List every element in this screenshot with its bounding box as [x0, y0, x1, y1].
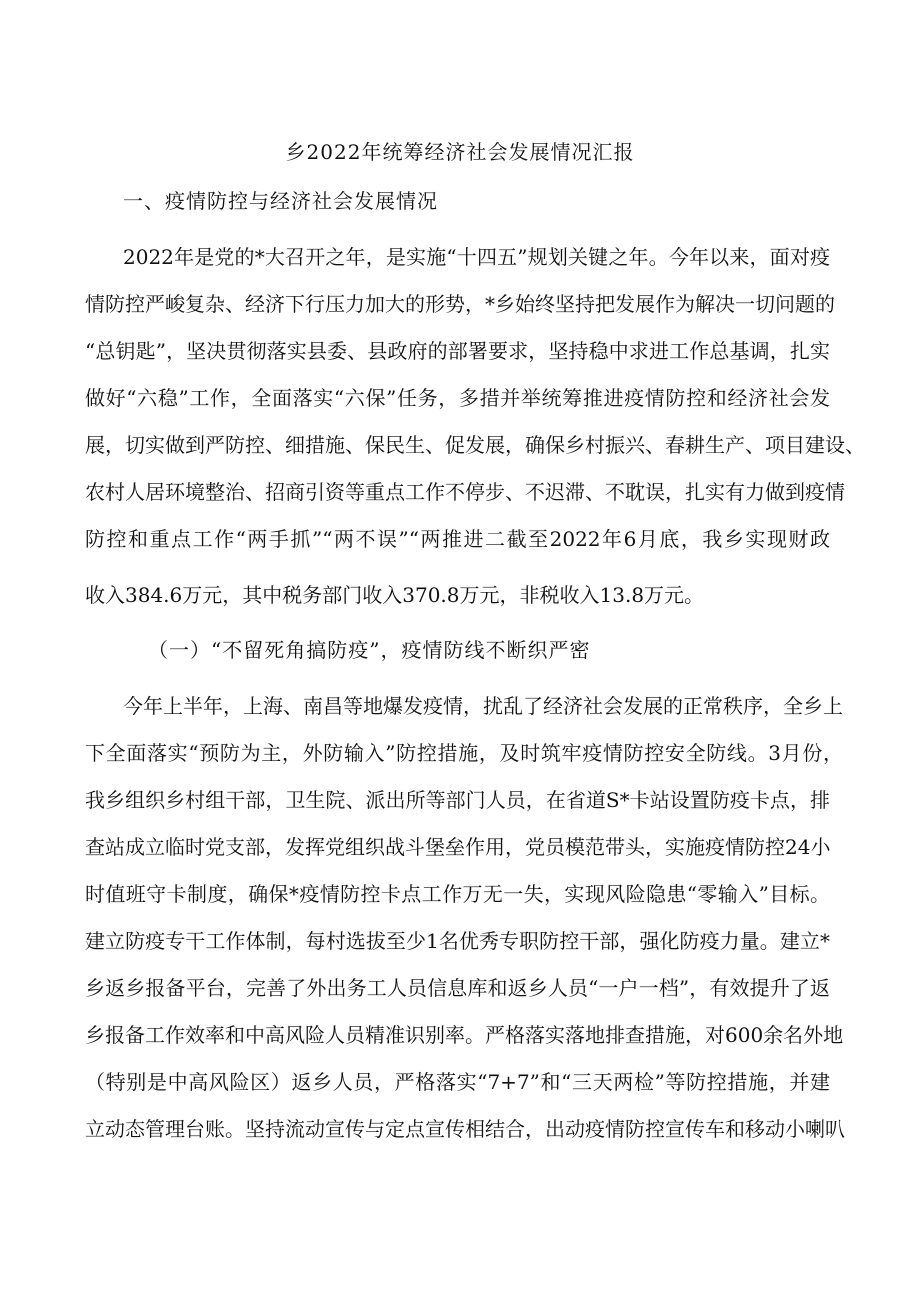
- paragraph-line: 时值班守卡制度，确保*疫情防控卡点工作万无一失，实现风险隐患“零输入”目标。: [85, 882, 830, 906]
- subsection-heading: （一）“不留死角搞防疫”，疫情防线不断织严密: [148, 638, 591, 662]
- paragraph-line: 防控和重点工作“两手抓”“两不误”“两推进二截至2022年6月底，我乡实现财政: [85, 527, 830, 551]
- paragraph-line: 乡报备工作效率和中高风险人员精准识别率。严格落实落地排查措施，对600余名外地: [85, 1023, 844, 1047]
- paragraph-line: 2022年是党的*大召开之年，是实施“十四五”规划关键之年。今年以来，面对疫: [123, 245, 830, 269]
- paragraph-line: 做好“六稳”工作，全面落实“六保”任务，多措并举统筹推进疫情防控和经济社会发: [85, 386, 830, 410]
- paragraph-line: 乡返乡报备平台，完善了外出务工人员信息库和返乡人员“一户一档”，有效提升了返: [85, 976, 830, 1000]
- paragraph-line: （特别是中高风险区）返乡人员，严格落实“7+7”和“三天两检”等防控措施，并建: [85, 1070, 830, 1094]
- paragraph-line: 收入384.6万元，其中税务部门收入370.8万元，非税收入13.8万元。: [85, 583, 705, 607]
- paragraph-line: 下全面落实“预防为主，外防输入”防控措施，及时筑牢疫情防控安全防线。3月份，: [85, 741, 843, 765]
- paragraph-line: 今年上半年，上海、南昌等地爆发疫情，扰乱了经济社会发展的正常秩序，全乡上: [123, 694, 843, 718]
- paragraph-line: 立动态管理台账。坚持流动宣传与定点宣传相结合，出动疫情防控宣传车和移动小喇叭: [85, 1117, 845, 1141]
- paragraph-line: 农村人居环境整治、招商引资等重点工作不停步、不迟滞、不耽误，扎实有力做到疫情: [85, 480, 845, 504]
- paragraph-line: 查站成立临时党支部，发挥党组织战斗堡垒作用，党员模范带头，实施疫情防控24小: [85, 835, 831, 859]
- paragraph-line: 建立防疫专干工作体制，每村选拔至少1名优秀专职防控干部，强化防疫力量。建立*: [85, 929, 830, 953]
- paragraph-line: 我乡组织乡村组干部，卫生院、派出所等部门人员，在省道S*卡站设置防疫卡点，排: [85, 788, 830, 812]
- paragraph-line: 展，切实做到严防控、细措施、保民生、促发展，确保乡村振兴、春耕生产、项目建设、: [85, 433, 865, 457]
- document-title: 乡2022年统筹经济社会发展情况汇报: [285, 140, 635, 164]
- paragraph-line: 情防控严峻复杂、经济下行压力加大的形势，*乡始终坚持把发展作为解决一切问题的: [85, 292, 835, 316]
- section-heading: 一、疫情防控与经济社会发展情况: [123, 189, 438, 213]
- paragraph-line: “总钥匙”，坚决贯彻落实县委、县政府的部署要求，坚持稳中求进工作总基调，扎实: [85, 339, 830, 363]
